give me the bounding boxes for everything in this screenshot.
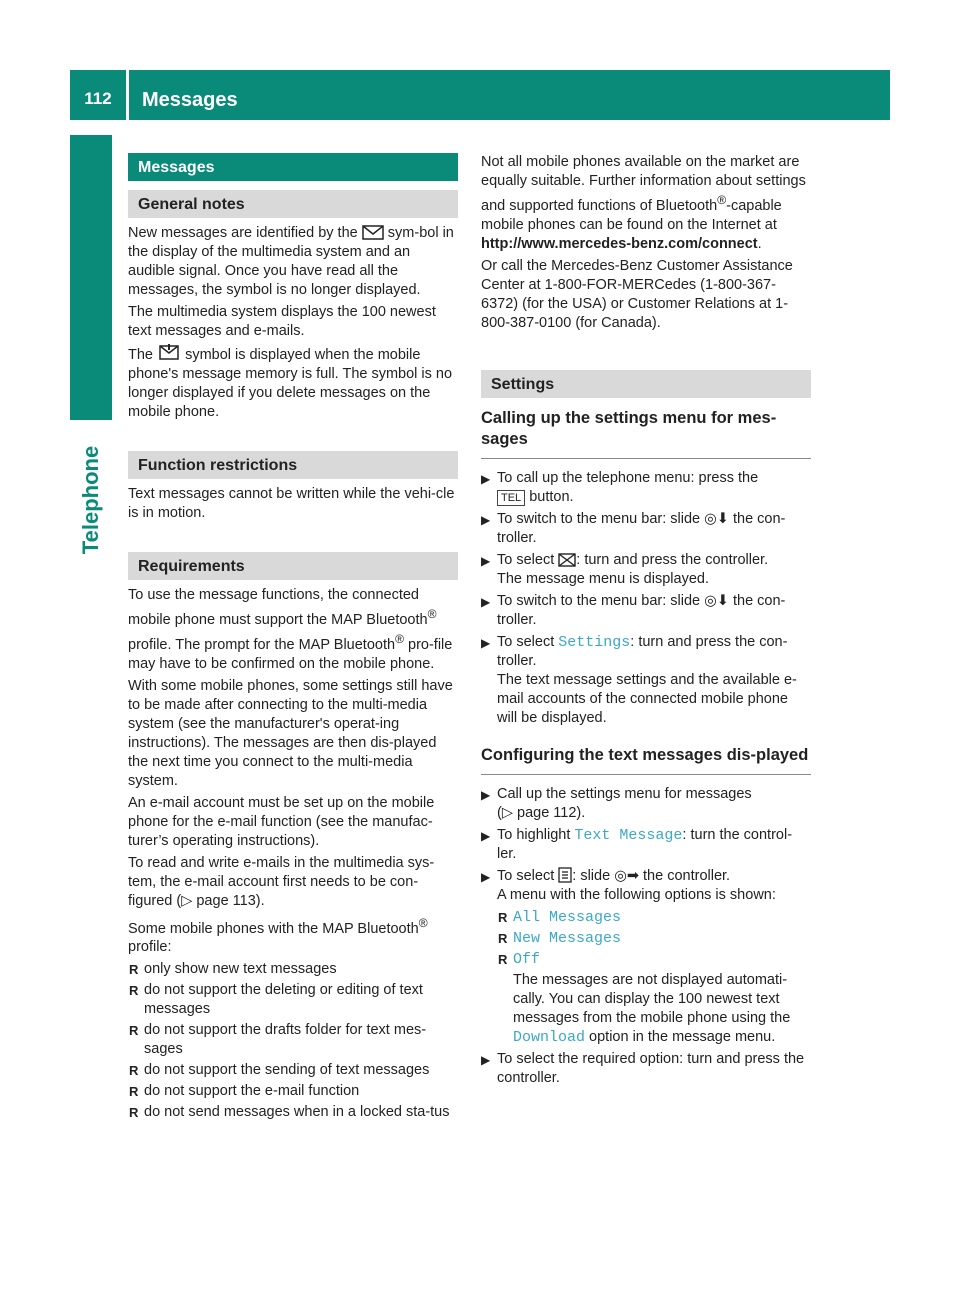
step-arrow-icon: ▶ (481, 635, 491, 650)
section-title-messages: Messages (128, 153, 458, 181)
step: ▶ To select : slide ◎➡ the controller. A menu with the following options is shown: (481, 867, 776, 903)
list-item: R do not support the drafts folder for text mes-sages (129, 1022, 427, 1058)
menu-item-download: Download (513, 1028, 586, 1046)
memory-full-icon (157, 344, 181, 362)
menu-item-text-message: Text Message (574, 826, 683, 844)
heading-function-restrictions: Function restrictions (128, 451, 458, 479)
step-arrow-icon: ▶ (481, 512, 491, 527)
step: ▶ To select : turn and press the controller. The message menu is displayed. (481, 551, 769, 587)
controller-slide-down-icon: ◎⬇ (704, 592, 729, 609)
list-item: R do not support the e-mail function (129, 1083, 360, 1100)
message-menu-icon (558, 553, 576, 567)
list-item: R do not support the sending of text messages (129, 1062, 430, 1079)
step: ▶ To select Settings: turn and press the con-troller. The text message settings and the available e-mail accounts of the connected mobile phone will be displayed. (481, 633, 797, 726)
left-column (128, 153, 458, 1124)
heading-requirements: Requirements (128, 552, 458, 580)
step-arrow-icon: ▶ (481, 553, 491, 568)
header-title: Messages (142, 89, 238, 111)
controller-slide-down-icon: ◎⬇ (704, 510, 729, 527)
header-divider (126, 70, 129, 120)
general-notes-p2: The multimedia system displays the 100 newest text messages and e-mails. (128, 304, 436, 339)
controller-slide-right-icon: ◎➡ (614, 867, 639, 884)
list-item: R do not send messages when in a locked sta-tus (129, 1104, 450, 1121)
step-arrow-icon: ▶ (481, 828, 491, 843)
requirements-p1: To use the message functions, the connected mobile phone must support the MAP Bluetooth® profile. The prompt for the MAP Bluetooth® pro-file may have to be confirmed on the mobile phone. (128, 587, 453, 672)
step-arrow-icon: ▶ (481, 594, 491, 609)
option-item: R All Messages (498, 908, 622, 926)
mercedes-url: http://www.mercedes-benz.com/connect (481, 235, 758, 252)
right-column (481, 153, 811, 1091)
side-tab-label: Telephone (78, 445, 103, 555)
intro-p1: Not all mobile phones available on the market are equally suitable. Further information about settings and supported functions of Bluetooth®-capable mobile phones can be found on the Internet at http://www.mercedes-benz.com/connect. (481, 154, 806, 252)
heading-configuring-messages: Configuring the text messages dis-played (481, 745, 809, 764)
step: ▶ To highlight Text Message: turn the control-ler. (481, 826, 793, 862)
general-notes-p3: The symbol is displayed when the mobile phone's message memory is full. The symbol is no longer displayed if you delete messages on the mobile phone. (128, 344, 458, 422)
function-restrictions-p1: Text messages cannot be written while the vehi-cle is in motion. (128, 486, 455, 521)
step: ▶ Call up the settings menu for messages (▷ page 112). (481, 785, 752, 821)
options-menu-icon (558, 867, 572, 883)
page-number: 112 (84, 89, 112, 108)
menu-item-settings: Settings (558, 633, 631, 651)
requirements-p2: With some mobile phones, some settings still have to be made after connecting to the multi-media system (see the manufacturer's operat-ing instructions). The messages are then dis-played the next time you connect to the multi-media system. (128, 677, 453, 789)
step: ▶ To call up the telephone menu: press the TEL button. (481, 469, 759, 505)
tel-button-icon: TEL (497, 490, 525, 506)
option-item: R Off (498, 950, 541, 968)
heading-general-notes: General notes (128, 190, 458, 218)
heading-calling-up-settings: Calling up the settings menu for mes-sages (481, 408, 777, 448)
side-tab (70, 430, 112, 570)
requirements-p5: Some mobile phones with the MAP Bluetooth® profile: (128, 915, 428, 956)
heading-settings: Settings (481, 370, 811, 398)
side-tab-bar (70, 135, 112, 420)
option-item: R New Messages (498, 929, 622, 947)
requirements-p3: An e-mail account must be set up on the mobile phone for the e-mail function (see the manufac-turer’s operating instructions). (128, 794, 435, 849)
envelope-icon (362, 225, 384, 240)
registered-mark: ® (395, 631, 404, 646)
step: ▶ To select the required option: turn and press the controller. (481, 1050, 805, 1086)
step: ▶ To switch to the menu bar: slide ◎⬇ the con-troller. (481, 510, 786, 546)
step-arrow-icon: ▶ (481, 787, 491, 802)
step: ▶ To switch to the menu bar: slide ◎⬇ the con-troller. (481, 592, 786, 628)
registered-mark: ® (717, 193, 727, 207)
general-notes-p1: New messages are identified by the sym-bol in the display of the multimedia system and an audible signal. Once you have read all the messages, the symbol is no longer displayed. (128, 225, 454, 298)
step-arrow-icon: ▶ (481, 471, 491, 486)
off-option-note: The messages are not displayed automati-cally. You can display the 100 newest text messages from the mobile phone using the Download option in the message menu. (513, 971, 791, 1046)
requirements-p4: To read and write e-mails in the multimedia sys-tem, the e-mail account first needs to be con-figured (▷ page 113). (128, 854, 435, 909)
divider (481, 774, 811, 775)
step-arrow-icon: ▶ (481, 1052, 491, 1067)
list-item: R only show new text messages (129, 961, 337, 978)
step-arrow-icon: ▶ (481, 869, 491, 884)
registered-mark: ® (418, 915, 428, 930)
registered-mark: ® (427, 607, 437, 621)
intro-p2: Or call the Mercedes-Benz Customer Assistance Center at 1-800-FOR-MERCedes (1-800-367-6372) (for the USA) or Customer Relations at 1-800-387-0100 (for Canada). (481, 257, 793, 331)
list-item: R do not support the deleting or editing of text messages (129, 982, 423, 1018)
divider (481, 458, 811, 459)
